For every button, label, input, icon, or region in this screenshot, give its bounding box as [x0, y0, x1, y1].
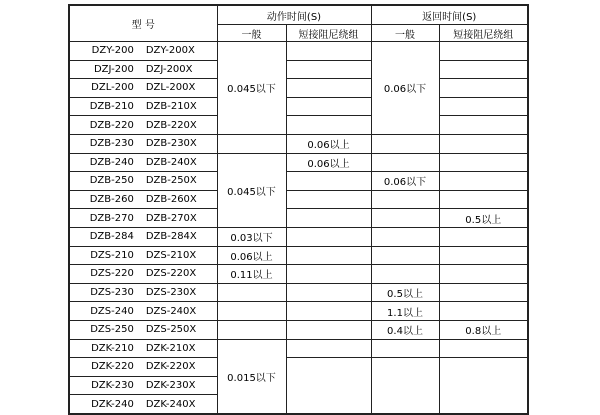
model-name-x: DZK-210X: [145, 342, 196, 354]
model-name: DZB-284: [89, 231, 134, 243]
empty-cell: [217, 320, 286, 339]
empty-cell: [217, 134, 286, 153]
table-row: [69, 79, 528, 98]
value-cell-ret-general: 1.1以上: [371, 302, 439, 321]
model-name: DZB-230: [89, 138, 134, 150]
empty-cell: [371, 339, 439, 358]
value-cell-act-general: 0.06以上: [217, 246, 286, 265]
model-name-x: DZB-250X: [145, 175, 197, 187]
empty-cell: [286, 60, 371, 79]
value-cell-ret-damped: 0.8以上: [439, 320, 528, 339]
value-cell-act-damped: 0.06以上: [286, 134, 371, 153]
value-cell-ret-general: 0.5以上: [371, 283, 439, 302]
model-name-x: DZK-230X: [145, 379, 196, 391]
header-model: 型 号: [69, 5, 217, 42]
empty-cell: [371, 209, 439, 228]
table-row: [69, 134, 528, 153]
model-name: DZB-210: [89, 101, 134, 113]
empty-cell: [439, 60, 528, 79]
empty-cell: [371, 134, 439, 153]
table-row: [69, 246, 528, 265]
model-cell: [69, 246, 217, 265]
model-cell: [69, 97, 217, 116]
value-cell-ret-damped: 0.5以上: [439, 209, 528, 228]
empty-cell: [286, 97, 371, 116]
model-name: DZB-260: [89, 194, 134, 206]
model-name: DZS-240: [90, 305, 134, 317]
empty-cell: [371, 265, 439, 284]
header-action-damped: 短接阻尼绕组: [286, 25, 371, 42]
model-name: DZJ-200: [93, 63, 134, 75]
model-cell: [69, 339, 217, 358]
empty-cell: [286, 265, 371, 284]
model-cell: [69, 153, 217, 172]
table-row: [69, 60, 528, 79]
value-cell-act-damped: 0.06以上: [286, 153, 371, 172]
model-name-x: DZB-240X: [145, 156, 197, 168]
model-name: DZS-230: [90, 287, 134, 299]
table-row: [69, 172, 528, 191]
empty-cell: [371, 246, 439, 265]
table-row: [69, 265, 528, 284]
model-name-x: DZS-240X: [145, 305, 197, 317]
value-cell-act-general: 0.11以上: [217, 265, 286, 284]
empty-cell: [286, 227, 371, 246]
table-row: [69, 97, 528, 116]
model-cell: [69, 320, 217, 339]
empty-cell: [439, 190, 528, 209]
value-cell-ret-general: 0.06以下: [371, 42, 439, 135]
empty-cell: [439, 97, 528, 116]
value-cell-act-general: 0.045以下: [217, 42, 286, 135]
model-name: DZK-230: [91, 379, 134, 391]
model-cell: [69, 42, 217, 61]
model-name-x: DZB-260X: [145, 194, 197, 206]
empty-cell: [286, 42, 371, 61]
model-cell: [69, 376, 217, 395]
header-return-damped: 短接阻尼绕组: [439, 25, 528, 42]
empty-cell: [371, 190, 439, 209]
empty-cell: [286, 246, 371, 265]
empty-cell: [286, 172, 371, 191]
model-name: DZB-240: [89, 156, 134, 168]
model-name-x: DZS-220X: [145, 268, 197, 280]
empty-cell: [286, 190, 371, 209]
empty-cell: [439, 227, 528, 246]
model-name: DZL-200: [91, 82, 134, 94]
empty-cell: [286, 79, 371, 98]
model-name-x: DZL-200X: [145, 82, 196, 94]
model-name-x: DZS-210X: [145, 249, 197, 261]
header-row-groups: [69, 5, 528, 25]
empty-cell: [439, 116, 528, 135]
header-action-general: 一般: [217, 25, 286, 42]
model-cell: [69, 302, 217, 321]
model-name-x: DZJ-200X: [145, 63, 193, 75]
empty-cell: [439, 42, 528, 61]
empty-cell: [217, 302, 286, 321]
model-name-x: DZS-250X: [145, 324, 197, 336]
model-name: DZK-220: [91, 361, 134, 373]
empty-cell: [371, 153, 439, 172]
model-name: DZB-220: [89, 119, 134, 131]
empty-cell: [439, 265, 528, 284]
model-name-x: DZB-230X: [145, 138, 197, 150]
empty-cell: [439, 134, 528, 153]
model-name: DZB-250: [89, 175, 134, 187]
model-cell: [69, 60, 217, 79]
header-action-time: 动作时间(S): [217, 5, 371, 25]
table-row: [69, 227, 528, 246]
model-name: DZB-270: [89, 212, 134, 224]
model-cell: [69, 395, 217, 414]
model-name: DZK-240: [91, 398, 134, 410]
model-cell: [69, 79, 217, 98]
empty-cell: [217, 283, 286, 302]
model-name: DZK-210: [91, 342, 134, 354]
empty-cell-merged: [439, 358, 528, 414]
model-cell: [69, 358, 217, 377]
model-name: DZS-210: [90, 249, 134, 261]
model-cell: [69, 134, 217, 153]
value-cell-act-general: 0.015以下: [217, 339, 286, 414]
model-name-x: DZB-270X: [145, 212, 197, 224]
empty-cell: [439, 79, 528, 98]
header-return-general: 一般: [371, 25, 439, 42]
model-name: DZS-250: [90, 324, 134, 336]
table-row: [69, 190, 528, 209]
table-row: [69, 283, 528, 302]
empty-cell: [439, 153, 528, 172]
table-row: [69, 209, 528, 228]
value-cell-ret-general: 0.4以上: [371, 320, 439, 339]
table-row: [69, 42, 528, 61]
table-row: [69, 339, 528, 358]
value-cell-ret-general: 0.06以下: [371, 172, 439, 191]
value-cell-act-general: 0.045以下: [217, 153, 286, 227]
model-name-x: DZS-230X: [145, 287, 197, 299]
table-row: [69, 302, 528, 321]
empty-cell: [439, 172, 528, 191]
model-name-x: DZB-210X: [145, 101, 197, 113]
model-cell: [69, 265, 217, 284]
empty-cell: [286, 320, 371, 339]
empty-cell: [286, 339, 371, 358]
header-return-time: 返回时间(S): [371, 5, 528, 25]
empty-cell: [439, 246, 528, 265]
relay-time-spec-table: [68, 4, 529, 415]
value-cell-act-general: 0.03以下: [217, 227, 286, 246]
model-name-x: DZK-220X: [145, 361, 196, 373]
empty-cell: [439, 283, 528, 302]
table-row: [69, 358, 528, 377]
model-name-x: DZB-284X: [145, 231, 197, 243]
empty-cell: [286, 283, 371, 302]
empty-cell: [286, 209, 371, 228]
model-cell: [69, 172, 217, 191]
table-row: [69, 320, 528, 339]
empty-cell-merged: [371, 358, 439, 414]
model-cell: [69, 283, 217, 302]
model-name: DZY-200: [91, 45, 134, 57]
table-row: [69, 116, 528, 135]
empty-cell: [439, 339, 528, 358]
table-row: [69, 153, 528, 172]
empty-cell: [286, 302, 371, 321]
model-name-x: DZB-220X: [145, 119, 197, 131]
model-cell: [69, 227, 217, 246]
model-name-x: DZY-200X: [145, 45, 195, 57]
empty-cell: [286, 116, 371, 135]
empty-cell-merged: [286, 358, 371, 414]
model-cell: [69, 116, 217, 135]
model-cell: [69, 190, 217, 209]
model-name-x: DZK-240X: [145, 398, 196, 410]
empty-cell: [371, 227, 439, 246]
model-cell: [69, 209, 217, 228]
empty-cell: [439, 302, 528, 321]
model-name: DZS-220: [90, 268, 134, 280]
